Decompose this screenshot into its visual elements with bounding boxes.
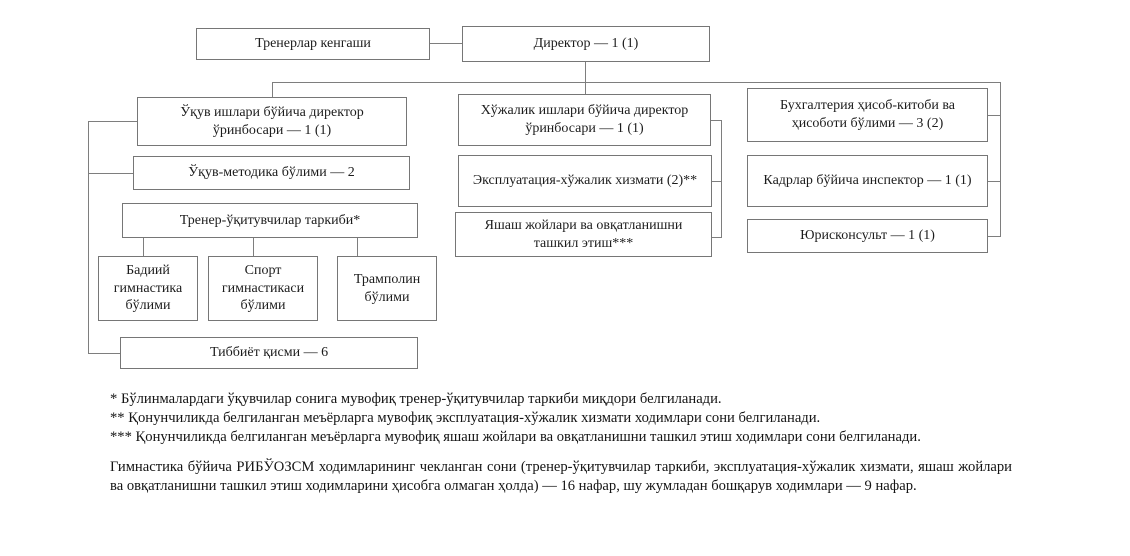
node-director: Директор — 1 (1) [462, 26, 710, 62]
connector-stub-hr [988, 181, 1001, 182]
node-sport-gymnastics: Спорт гимнастикаси бўлими [208, 256, 318, 321]
node-housing-catering: Яшаш жойлари ва овқатланишни ташкил этиш*** [455, 212, 712, 257]
node-deputy-education: Ўқув ишлари бўйича директор ўринбосари — 1 (1) [137, 97, 407, 146]
connector-left-rail [88, 121, 89, 354]
footnote-2: ** Қонунчиликда белгиланган меъёрларга мувофиқ эксплуатация-хўжалик хизмати ходимлари сони белгиланади. [110, 410, 821, 427]
node-accounting-department: Бухгалтерия ҳисоб-китоби ва ҳисоботи бўлими — 3 (2) [747, 88, 988, 142]
summary-paragraph: Гимнастика бўйича РИБЎОЗСМ ходимларининг чекланган сони (тренер-ўқитувчилар таркиби, эксплуатация-хўжалик хизмати, яшаш жойлари ва овқатланишни ташкил этиш ходимларини ҳисобга олмаган ҳолда) — 16 нафар, шу жумладан бошқарув ходимлари — 9 нафар. [110, 458, 1012, 494]
connector-stub-legal [988, 236, 1001, 237]
connector-director-drop [585, 62, 586, 83]
connector-drop-deputy-edu [272, 82, 273, 97]
connector-drop-deputy-econ [585, 82, 586, 94]
node-medical-unit: Тиббиёт қисми — 6 [120, 337, 418, 369]
connector-main-horizontal [272, 82, 1001, 83]
footnote-1: * Бўлинмалардаги ўқувчилар сонига мувофиқ тренер-ўқитувчилар таркиби миқдори белгиланади. [110, 391, 722, 407]
connector-drop-trampoline [357, 238, 358, 256]
node-trampoline-department: Трамполин бўлими [337, 256, 437, 321]
connector-drop-sport-gym [253, 238, 254, 256]
node-edu-method-department: Ўқув-методика бўлими — 2 [133, 156, 410, 190]
node-deputy-economic: Хўжалик ишлари бўйича директор ўринбосари — 1 (1) [458, 94, 711, 146]
connector-stub-medical [88, 353, 120, 354]
connector-stub-deputy-edu [88, 121, 137, 122]
connector-drop-art-gym [143, 238, 144, 256]
node-artistic-gymnastics: Бадиий гимнастика бўлими [98, 256, 198, 321]
node-trainer-teachers: Тренер-ўқитувчилар таркиби* [122, 203, 418, 238]
notes-block [110, 390, 1012, 496]
connector-mid-rail [721, 120, 722, 238]
connector-council-director [430, 43, 462, 44]
connector-stub-edu-method [88, 173, 133, 174]
connector-stub-deputy-econ [711, 120, 721, 121]
footnote-3: *** Қонунчиликда белгиланган меъёрларга мувофиқ яшаш жойлари ва овқатланишни ташкил этиш ходимлари сони белгиланади. [110, 429, 921, 446]
connector-stub-accounting [988, 115, 1001, 116]
node-trainers-council: Тренерлар кенгаши [196, 28, 430, 60]
connector-stub-exploitation [712, 181, 721, 182]
connector-right-rail [1000, 82, 1001, 237]
connector-stub-housing [712, 237, 721, 238]
node-exploitation-service: Эксплуатация-хўжалик хизмати (2)** [458, 155, 712, 207]
node-hr-inspector: Кадрлар бўйича инспектор — 1 (1) [747, 155, 988, 207]
node-legal-counsel: Юрисконсульт — 1 (1) [747, 219, 988, 253]
